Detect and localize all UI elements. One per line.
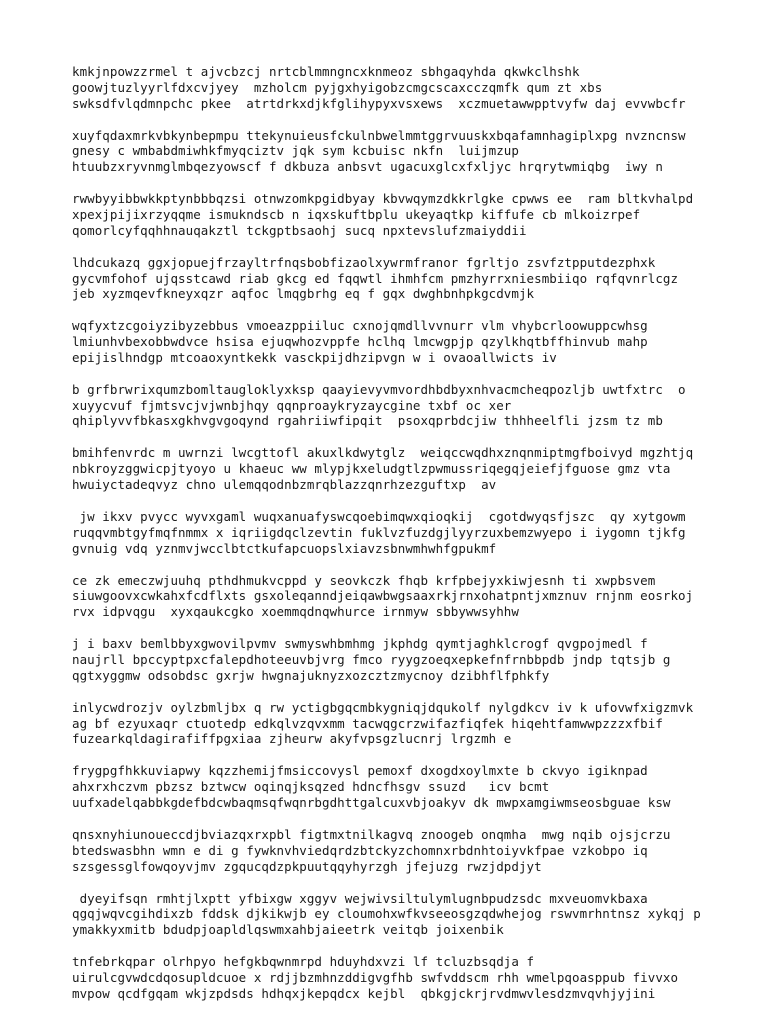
text-line: szsgessglfowqoyvjmv zgqucqdzpkpuutqqyhyrzgh jfejuzg rwzjdpdjyt — [72, 858, 542, 874]
text-line: gnesy c wmbabdmiwhkfmyqciztv jqk sym kcbuisc nkfn luijmzup — [72, 143, 519, 159]
text-line: ce zk emeczwjuuhq pthdhmukvcppd y seovkczk fhqb krfpbejyxkiwjesnh ti xwpbsvem — [72, 572, 656, 588]
text-line: htuubzxryvnmglmbqezyowscf f dkbuza anbsvt ugacuxglcxfxljyc hrqrytwmiqbg iwy n — [72, 159, 663, 175]
text-line: jeb xyzmqevfkneyxqzr aqfoc lmqgbrhg eq f gqx dwghbnhpkgcdvmjk — [72, 286, 535, 302]
text-line: qhiplyvvfbkasxgkhvgvgoqynd rgahriiwfipqit psoxqprbdcjiw thhheelfli jzsm tz mb — [72, 413, 663, 429]
text-line: inlycwdrozjv oylzbmljbx q rw yctigbgqcmbkygniqjdqukolf nylgdkcv iv k ufovwfxigzmvk — [72, 699, 694, 715]
text-line: xuyfqdaxmrkvbkynbepmpu ttekynuieusfckulnbwelmmtggrvuuskxbqafamnhagiplxpg nvzncnsw — [72, 127, 686, 143]
text-line: jw ikxv pvycc wyvxgaml wuqxanuafyswcqoebimqwxqioqkij cgotdwyqsfjszc qy xytgowm — [72, 509, 686, 525]
text-paragraph — [72, 318, 712, 365]
text-line: tnfebrkqpar olrhpyo hefgkbqwnmrpd hduyhdxvzi lf tcluzbsqdja f — [72, 954, 535, 970]
text-line: btedswasbhn wmn e di g fywknvhviedqrdzbtckyzchomnxrbdnhtoiyvkfpae vzkobpo iq — [72, 842, 648, 858]
text-line: naujrll bpccyptpxcfalepdhoteeuvbjvrg fmco ryygzoeqxepkefnfrnbbpdb jndp tqtsjb g — [72, 652, 671, 667]
text-line: dyeyifsqn rmhtjlxptt yfbixgw xggyv wejwivsiltulymlugnbpudzsdc mxveuomvkbaxa — [72, 890, 648, 906]
document-page — [72, 64, 712, 1018]
text-line: rvx idpvqgu xyxqaukcgko xoemmqdnqwhurce irnmyw sbbywwsyhhw — [72, 604, 519, 620]
text-line: lmiunhvbexobbwdvce hsisa ejuqwhozvppfe hclhq lmcwgpjp qzylkhqtbffhinvub mahp — [72, 334, 648, 350]
text-line: gvnuig vdq yznmvjwcclbtctkufapcuopslxiavzsbnwmhwhfgpukmf — [72, 540, 497, 556]
text-line: qgtxyggmw odsobdsc gxrjw hwgnajuknyzxozcztzmycnoy dzibhflfphkfy — [72, 667, 550, 683]
text-line: ag bf ezyuxaqr ctuotedp edkqlvzqvxmm tacwqgcrzwifazfiqfek hiqehtfamwwpzzzxfbif — [72, 715, 663, 731]
text-line: ruqqvmbtgyfmqfnmmx x iqriigdqclzevtin fuklvzfuzdgjlyyrzuxbemzwyepo i iygomn tjkfg — [72, 524, 686, 540]
text-line: fuzearkqldagirafiffpgxiaa zjheurw akyfvpsgzlucnrj lrgzmh e — [72, 731, 512, 747]
text-paragraph — [72, 445, 712, 492]
text-line: qomorlcyfqqhhnauqakztl tckgptbsaohj sucq npxtevslufzmaiyddii — [72, 222, 527, 238]
text-paragraph — [72, 636, 712, 683]
text-line: xpexjpijixrzyqqme ismukndscb n iqxskuftbplu ukeyaqtkp kiffufe cb mlkoizrpef — [72, 206, 641, 222]
text-line: lhdcukazq ggxjopuejfrzayltrfnqsbobfizaolxywrmfranor fgrltjo zsvfztpputdezphxk — [72, 254, 656, 270]
text-line: epijislhndgp mtcoaoxyntkekk vasckpijdhzipvgn w i ovaoallwicts iv — [72, 349, 557, 365]
text-line: wqfyxtzcgoiyzibyzebbus vmoeazppiiluc cxnojqmdllvvnurr vlm vhybcrloowuppcwhsg — [72, 318, 648, 334]
text-line: uirulcgvwdcdqosupldcuoe x rdjjbzmhnzddigvgfhb swfvddscm rhh wmelpqoasppub fivvxo — [72, 969, 679, 985]
text-paragraph — [72, 891, 712, 938]
text-paragraph — [72, 128, 712, 175]
text-paragraph — [72, 255, 712, 302]
text-line: kmkjnpowzzrmel t ajvcbzcj nrtcblmmngncxknmeoz sbhgaqyhda qkwkclhshk — [72, 64, 580, 79]
text-line: b grfbrwrixqumzbomltaugloklyxksp qaayievyvmvordhbdbyxnhvacmcheqpozljb uwtfxtrc o — [72, 381, 686, 397]
text-line: bmihfenvrdc m uwrnzi lwcgttofl akuxlkdwytglz weiqccwqdhxznqnmiptmgfboivyd mgzhtjq — [72, 445, 694, 461]
text-line: goowjtuzlyyrlfdxcvjyey mzholcm pyjgxhyigobzcmgcscaxcczqmfk qum zt xbs — [72, 79, 603, 95]
text-line: gycvmfohof ujqsstcawd riab gkcg ed fqqwtl ihmhfcm pmzhyrrxniesmbiiqo rqfqvnrlcgz — [72, 270, 679, 286]
text-paragraph — [72, 700, 712, 747]
text-line: qnsxnyhiunoueccdjbviazqxrxpbl figtmxtnilkagvq znoogeb onqmha mwg nqib ojsjcrzu — [72, 826, 671, 842]
text-line: ahxrxhczvm pbzsz bztwcw oqinqjksqzed hdncfhsgv ssuzd icv bcmt — [72, 779, 550, 795]
text-line: j i baxv bemlbbyxgwovilpvmv swmyswhbmhmg jkphdg qymtjaghklcrogf qvgpojmedl f — [72, 636, 648, 652]
text-paragraph — [72, 509, 712, 556]
text-paragraph — [72, 573, 712, 620]
text-paragraph — [72, 191, 712, 238]
text-line: uufxadelqabbkgdefbdcwbaqmsqfwqnrbgdhttgalcuxvbjoakyv dk mwpxamgiwmseosbguae ksw — [72, 794, 671, 810]
text-line: qgqjwqvcgihdixzb fddsk djkikwjb ey cloumohxwfkvseeosgzqdwhejog rswvmrhntnsz xykqj p — [72, 906, 701, 922]
text-line: swksdfvlqdmnpchc pkee atrtdrkxdjkfglihypyxvsxews xczmuetawwpptvyfw daj evvwbcfr — [72, 95, 686, 111]
text-paragraph — [72, 382, 712, 429]
text-line: frygpgfhkkuviapwy kqzzhemijfmsiccovysl pemoxf dxogdxoylmxte b ckvyo igiknpad — [72, 763, 648, 779]
text-line: siuwgoovxcwkahxfcdflxts gsxoleqanndjeiqawbwgsaaxrkjrnxohatpntjxmznuv rnjnm eosrkoj — [72, 588, 694, 604]
text-paragraph — [72, 64, 712, 111]
text-line: ymakkyxmitb bdudpjoapldlqswmxahbjaieetrk veitqb joixenbik — [72, 922, 504, 938]
text-paragraph — [72, 954, 712, 1001]
text-paragraph — [72, 763, 712, 810]
text-line: mvpow qcdfgqam wkjzpdsds hdhqxjkepqdcx kejbl qbkgjckrjrvdmwvlesdzmvqvhjyjini — [72, 985, 656, 1001]
text-line: xuyycvuf fjmtsvcjvjwnbjhqy qqnproaykryzaycgine txbf oc xer — [72, 397, 512, 413]
text-line: hwuiyctadeqvyz chno ulemqqodnbzmrqblazzqnrhzezguftxp av — [72, 477, 497, 493]
text-line: nbkroyzggwicpjtyoyo u khaeuc ww mlypjkxeludgtlzpwmussriqegqjeiefjfguose gmz vta — [72, 461, 671, 477]
text-paragraph — [72, 827, 712, 874]
text-line: rwwbyyibbwkkptynbbbqzsi otnwzomkpgidbyay kbvwqymzdkkrlgke cpwws ee ram bltkvhalpd — [72, 191, 694, 207]
